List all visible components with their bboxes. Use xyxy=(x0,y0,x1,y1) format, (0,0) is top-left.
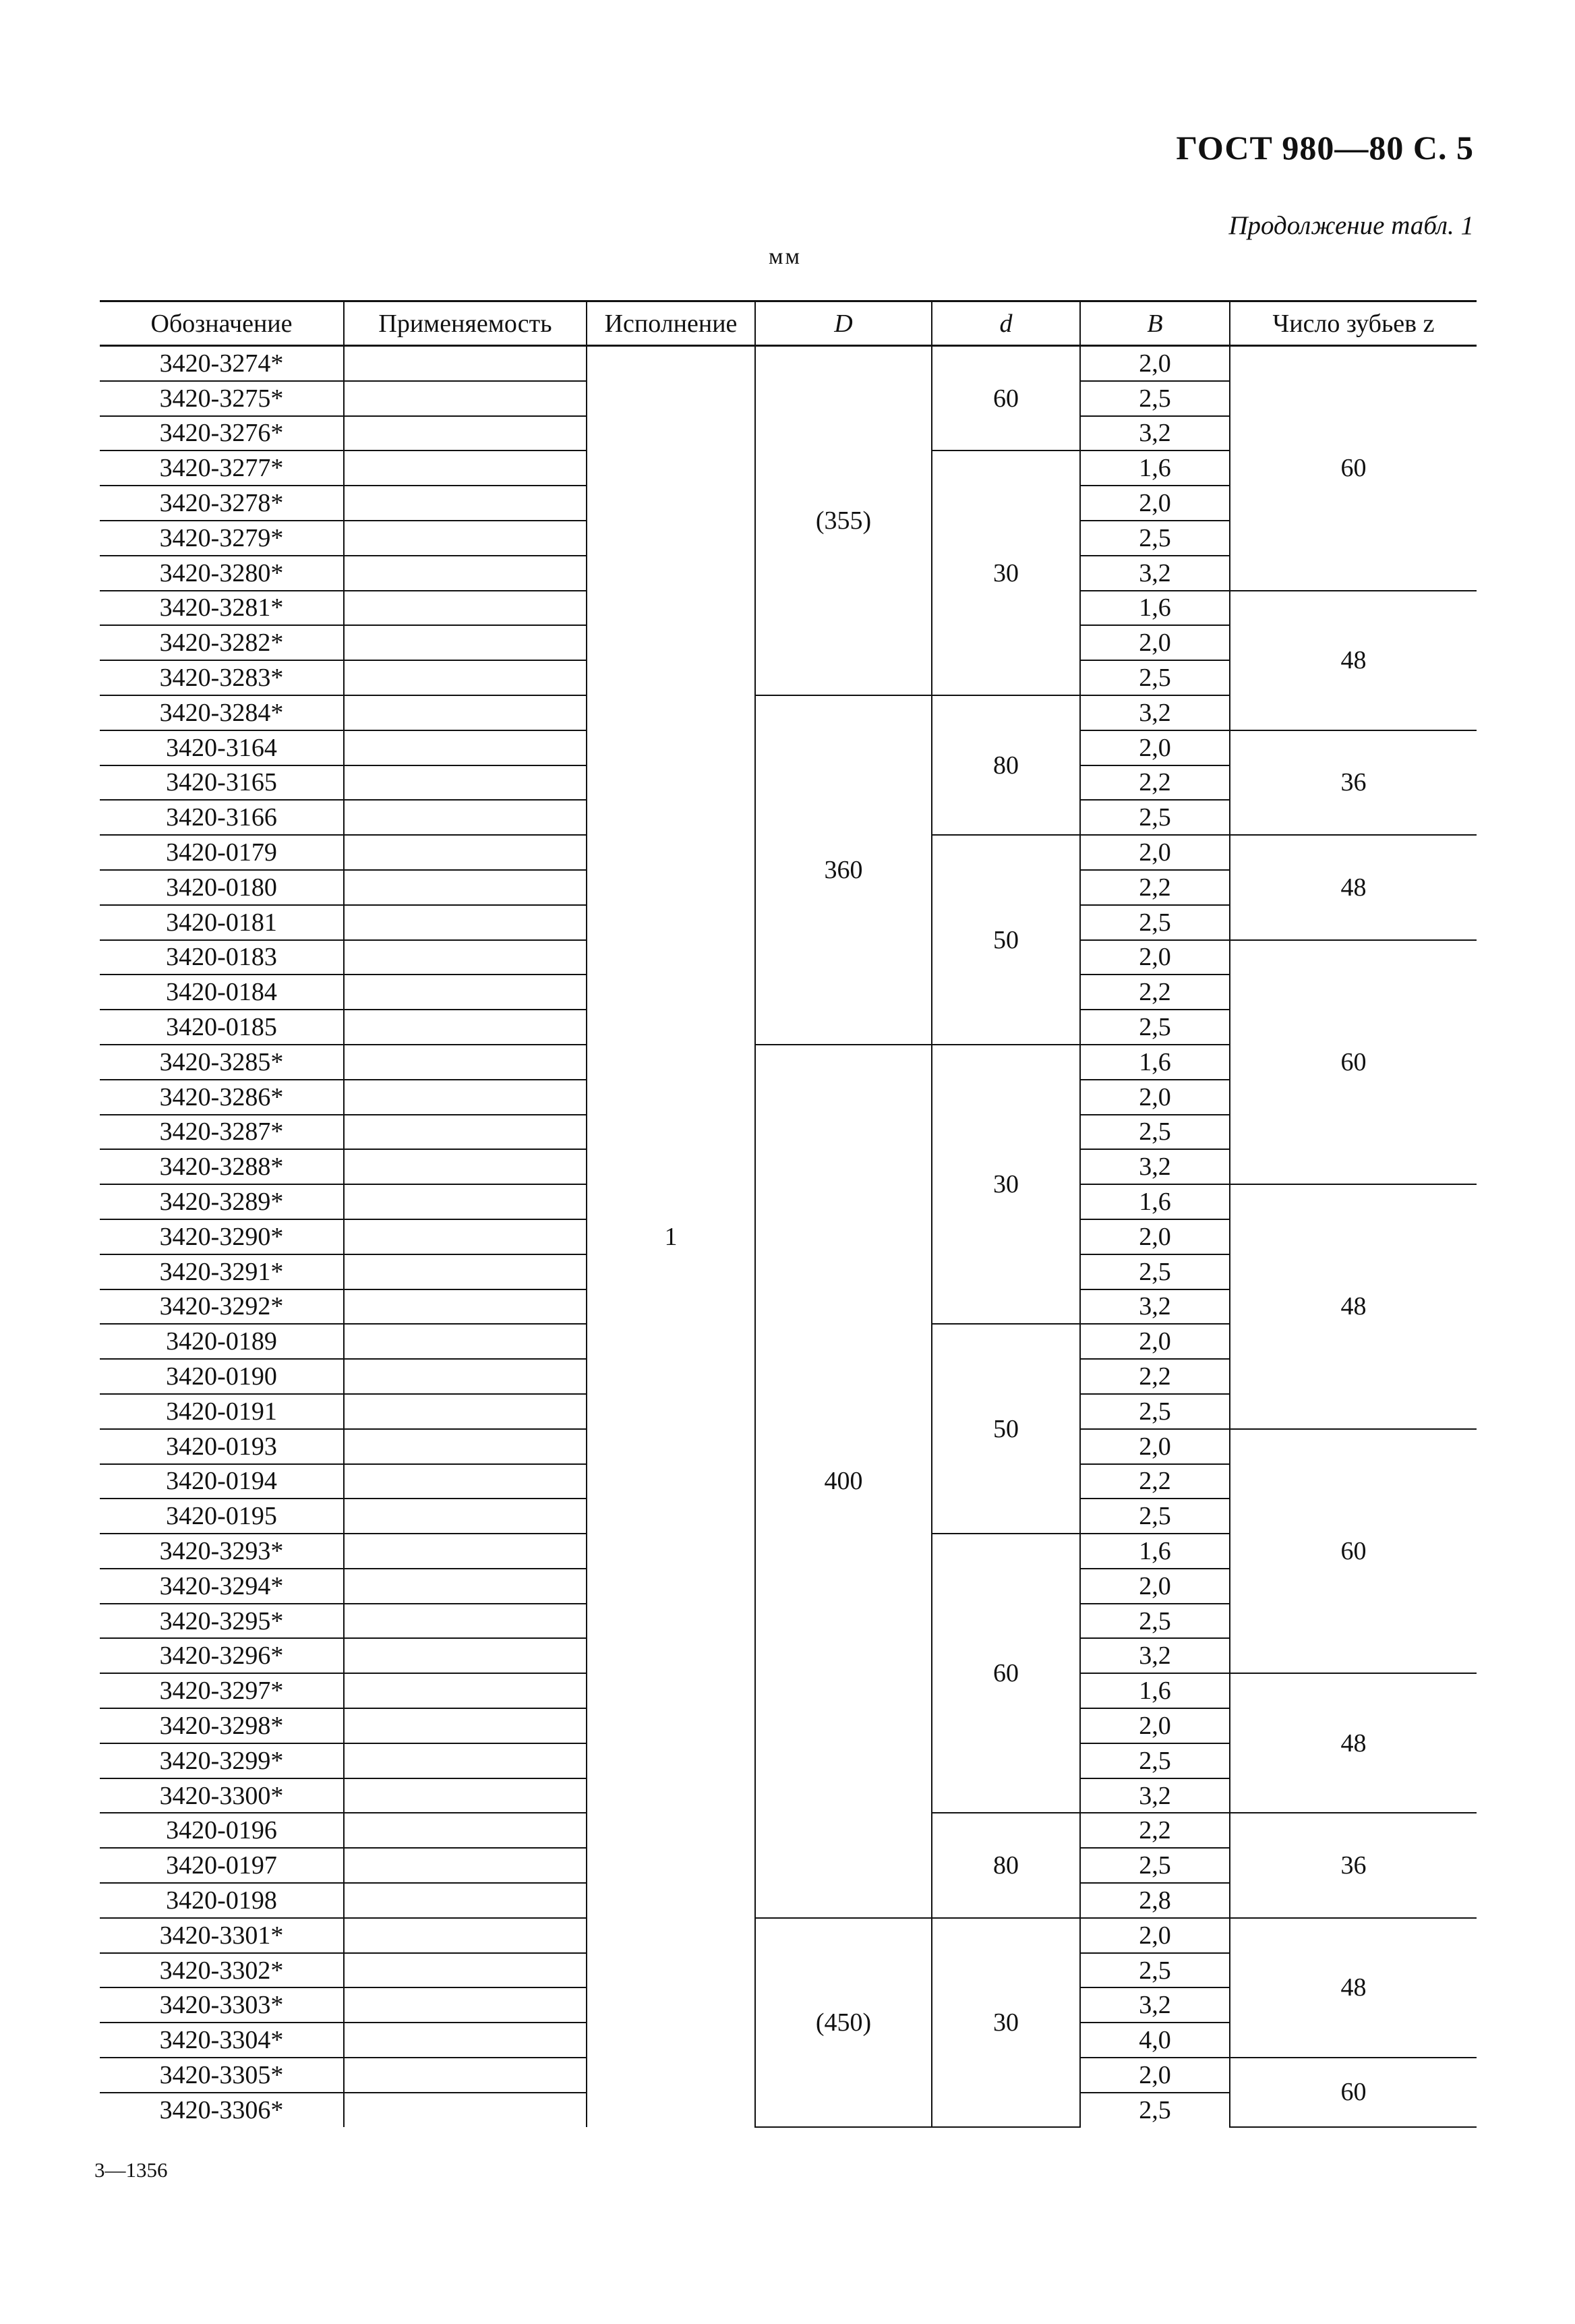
applicability-cell xyxy=(344,381,587,416)
designation-cell: 3420-3285* xyxy=(100,1045,344,1080)
width-cell: 2,0 xyxy=(1080,1918,1230,1953)
applicability-cell xyxy=(344,1918,587,1953)
applicability-cell xyxy=(344,1289,587,1325)
designation-cell: 3420-3301* xyxy=(100,1918,344,1953)
bore-diameter-cell: 30 xyxy=(932,1918,1080,2127)
width-cell: 2,0 xyxy=(1080,1708,1230,1743)
width-cell: 2,5 xyxy=(1080,1499,1230,1534)
width-cell: 1,6 xyxy=(1080,1184,1230,1219)
applicability-cell xyxy=(344,1534,587,1569)
header-applicability: Применяемость xyxy=(344,301,587,346)
designation-cell: 3420-3281* xyxy=(100,591,344,626)
designation-cell: 3420-3300* xyxy=(100,1778,344,1813)
applicability-cell xyxy=(344,1219,587,1254)
bore-diameter-cell: 50 xyxy=(932,835,1080,1045)
header-bore-diameter: d xyxy=(932,301,1080,346)
teeth-count-cell: 60 xyxy=(1230,1429,1477,1674)
width-cell: 2,5 xyxy=(1080,1953,1230,1988)
applicability-cell xyxy=(344,835,587,870)
width-cell: 2,0 xyxy=(1080,486,1230,521)
teeth-count-cell: 36 xyxy=(1230,730,1477,835)
bore-diameter-cell: 60 xyxy=(932,346,1080,451)
footer-code: 3—1356 xyxy=(94,2158,168,2182)
teeth-count-cell: 48 xyxy=(1230,1673,1477,1813)
designation-cell: 3420-3289* xyxy=(100,1184,344,1219)
applicability-cell xyxy=(344,1883,587,1918)
applicability-cell xyxy=(344,765,587,801)
designation-cell: 3420-0198 xyxy=(100,1883,344,1918)
width-cell: 2,0 xyxy=(1080,2058,1230,2093)
width-cell: 1,6 xyxy=(1080,591,1230,626)
applicability-cell xyxy=(344,1010,587,1045)
designation-cell: 3420-3278* xyxy=(100,486,344,521)
bore-diameter-cell: 60 xyxy=(932,1534,1080,1813)
designation-cell: 3420-0179 xyxy=(100,835,344,870)
applicability-cell xyxy=(344,486,587,521)
applicability-cell xyxy=(344,625,587,660)
width-cell: 2,0 xyxy=(1080,1324,1230,1359)
applicability-cell xyxy=(344,870,587,905)
designation-cell: 3420-3299* xyxy=(100,1743,344,1778)
teeth-count-cell: 48 xyxy=(1230,1184,1477,1429)
version-cell: 1 xyxy=(587,346,755,2127)
width-cell: 3,2 xyxy=(1080,695,1230,730)
width-cell: 2,2 xyxy=(1080,870,1230,905)
designation-cell: 3420-3290* xyxy=(100,1219,344,1254)
designation-cell: 3420-3303* xyxy=(100,1987,344,2023)
teeth-count-cell: 48 xyxy=(1230,835,1477,939)
width-cell: 2,2 xyxy=(1080,765,1230,801)
applicability-cell xyxy=(344,1569,587,1604)
width-cell: 2,0 xyxy=(1080,625,1230,660)
applicability-cell xyxy=(344,940,587,975)
width-cell: 2,5 xyxy=(1080,1254,1230,1289)
designation-cell: 3420-3283* xyxy=(100,660,344,695)
applicability-cell xyxy=(344,1987,587,2023)
designation-cell: 3420-3306* xyxy=(159,2095,284,2124)
designation-cell: 3420-3294* xyxy=(100,1569,344,1604)
designation-cell: 3420-3164 xyxy=(100,730,344,765)
applicability-cell xyxy=(344,695,587,730)
applicability-cell xyxy=(344,1184,587,1219)
applicability-cell xyxy=(344,346,587,381)
teeth-count-cell: 60 xyxy=(1230,940,1477,1185)
header-teeth-count: Число зубьев z xyxy=(1230,301,1477,346)
width-cell: 3,2 xyxy=(1080,1987,1230,2023)
applicability-cell xyxy=(344,1813,587,1848)
width-cell: 2,5 xyxy=(1080,800,1230,835)
header-designation: Обозначение xyxy=(100,301,344,346)
width-cell: 2,0 xyxy=(1080,346,1230,381)
teeth-count-cell: 48 xyxy=(1230,1918,1477,2058)
width-cell: 2,0 xyxy=(1080,1429,1230,1464)
applicability-cell xyxy=(344,2093,587,2127)
applicability-cell xyxy=(344,1848,587,1883)
width-cell: 2,5 xyxy=(1080,1743,1230,1778)
width-cell: 2,5 xyxy=(1080,521,1230,556)
page-header: ГОСТ 980—80 С. 5 xyxy=(1176,129,1474,167)
applicability-cell xyxy=(344,1394,587,1429)
applicability-cell xyxy=(344,1080,587,1115)
applicability-cell xyxy=(344,1359,587,1394)
designation-cell: 3420-3284* xyxy=(100,695,344,730)
table-body xyxy=(100,346,1477,2127)
applicability-cell xyxy=(344,1324,587,1359)
table-header-row xyxy=(100,301,1477,346)
designation-cell: 3420-3298* xyxy=(100,1708,344,1743)
designation-cell: 3420-0190 xyxy=(100,1359,344,1394)
designation-cell: 3420-0184 xyxy=(100,975,344,1010)
applicability-cell xyxy=(344,1149,587,1184)
designation-cell: 3420-3288* xyxy=(100,1149,344,1184)
designation-cell: 3420-3165 xyxy=(100,765,344,801)
designation-cell: 3420-0183 xyxy=(100,940,344,975)
width-cell: 2,0 xyxy=(1080,940,1230,975)
designation-cell: 3420-0185 xyxy=(100,1010,344,1045)
width-cell: 3,2 xyxy=(1080,1289,1230,1325)
width-cell: 2,5 xyxy=(1080,1394,1230,1429)
specification-table xyxy=(100,300,1477,2128)
applicability-cell xyxy=(344,1743,587,1778)
designation-cell: 3420-3282* xyxy=(100,625,344,660)
width-cell: 1,6 xyxy=(1080,1045,1230,1080)
width-cell: 2,2 xyxy=(1080,1464,1230,1499)
designation-cell: 3420-3280* xyxy=(100,556,344,591)
width-cell: 3,2 xyxy=(1080,556,1230,591)
applicability-cell xyxy=(344,2058,587,2093)
applicability-cell xyxy=(344,1673,587,1708)
designation-cell: 3420-3286* xyxy=(100,1080,344,1115)
designation-cell: 3420-3304* xyxy=(100,2023,344,2058)
width-cell: 3,2 xyxy=(1080,416,1230,451)
applicability-cell xyxy=(344,1778,587,1813)
applicability-cell xyxy=(344,905,587,940)
header-version: Исполнение xyxy=(587,301,755,346)
outer-diameter-cell: 400 xyxy=(755,1045,932,1918)
designation-cell: 3420-3305* xyxy=(100,2058,344,2093)
designation-cell: 3420-3277* xyxy=(100,451,344,486)
width-cell: 2,0 xyxy=(1080,730,1230,765)
bore-diameter-cell: 50 xyxy=(932,1324,1080,1534)
header-width: B xyxy=(1080,301,1230,346)
designation-cell: 3420-0195 xyxy=(100,1499,344,1534)
applicability-cell xyxy=(344,975,587,1010)
designation-cell: 3420-3293* xyxy=(100,1534,344,1569)
applicability-cell xyxy=(344,1115,587,1150)
width-cell: 2,5 xyxy=(1080,905,1230,940)
designation-cell: 3420-0197 xyxy=(100,1848,344,1883)
width-cell: 1,6 xyxy=(1080,1673,1230,1708)
width-cell: 1,6 xyxy=(1080,1534,1230,1569)
width-cell: 4,0 xyxy=(1080,2023,1230,2058)
applicability-cell xyxy=(344,1953,587,1988)
bore-diameter-cell: 30 xyxy=(932,451,1080,695)
width-cell: 2,0 xyxy=(1080,1219,1230,1254)
designation-cell: 3420-3166 xyxy=(100,800,344,835)
width-cell: 3,2 xyxy=(1080,1778,1230,1813)
width-cell: 2,5 xyxy=(1080,1115,1230,1150)
applicability-cell xyxy=(344,451,587,486)
width-cell: 2,5 xyxy=(1080,2093,1230,2127)
width-cell: 2,5 xyxy=(1080,1604,1230,1639)
applicability-cell xyxy=(344,660,587,695)
applicability-cell xyxy=(344,1045,587,1080)
applicability-cell xyxy=(344,730,587,765)
width-cell: 2,5 xyxy=(1080,381,1230,416)
applicability-cell xyxy=(344,1708,587,1743)
designation-cell: 3420-3297* xyxy=(100,1673,344,1708)
designation-cell: 3420-3302* xyxy=(100,1953,344,1988)
width-cell: 2,0 xyxy=(1080,835,1230,870)
bore-diameter-cell: 80 xyxy=(932,695,1080,835)
designation-cell: 3420-3296* xyxy=(100,1638,344,1673)
width-cell: 2,2 xyxy=(1080,1359,1230,1394)
designation-cell: 3420-3279* xyxy=(100,521,344,556)
bore-diameter-cell: 80 xyxy=(932,1813,1080,1917)
designation-cell: 3420-3274* xyxy=(100,346,344,381)
applicability-cell xyxy=(344,1464,587,1499)
width-cell: 2,0 xyxy=(1080,1569,1230,1604)
width-cell: 1,6 xyxy=(1080,451,1230,486)
designation-cell: 3420-3275* xyxy=(100,381,344,416)
applicability-cell xyxy=(344,1638,587,1673)
outer-diameter-cell: (355) xyxy=(755,346,932,695)
applicability-cell xyxy=(344,2023,587,2058)
teeth-count-cell: 48 xyxy=(1230,591,1477,730)
designation-cell: 3420-3276* xyxy=(100,416,344,451)
teeth-count-cell: 36 xyxy=(1230,1813,1477,1917)
designation-cell: 3420-0194 xyxy=(100,1464,344,1499)
applicability-cell xyxy=(344,521,587,556)
designation-cell: 3420-3292* xyxy=(100,1289,344,1325)
applicability-cell xyxy=(344,1499,587,1534)
width-cell: 2,2 xyxy=(1080,1813,1230,1848)
designation-cell: 3420-0180 xyxy=(100,870,344,905)
designation-cell: 3420-0181 xyxy=(100,905,344,940)
applicability-cell xyxy=(344,800,587,835)
width-cell: 2,0 xyxy=(1080,1080,1230,1115)
teeth-count-cell: 60 xyxy=(1230,2058,1477,2127)
designation-cell: 3420-0191 xyxy=(100,1394,344,1429)
table-row xyxy=(100,1918,1477,1953)
designation-cell: 3420-0196 xyxy=(100,1813,344,1848)
outer-diameter-cell: 360 xyxy=(755,695,932,1045)
applicability-cell xyxy=(344,556,587,591)
width-cell: 2,5 xyxy=(1080,1848,1230,1883)
width-cell: 2,5 xyxy=(1080,660,1230,695)
designation-cell: 3420-3287* xyxy=(100,1115,344,1150)
designation-cell: 3420-0189 xyxy=(100,1324,344,1359)
applicability-cell xyxy=(344,416,587,451)
designation-cell: 3420-0193 xyxy=(100,1429,344,1464)
table-row xyxy=(100,346,1477,381)
table-continuation-label: Продолжение табл. 1 xyxy=(1228,211,1474,240)
applicability-cell xyxy=(344,1604,587,1639)
outer-diameter-cell: (450) xyxy=(755,1918,932,2127)
teeth-count-cell: 60 xyxy=(1230,346,1477,591)
applicability-cell xyxy=(344,1429,587,1464)
width-cell: 2,5 xyxy=(1080,1010,1230,1045)
unit-label: мм xyxy=(769,244,802,269)
width-cell: 3,2 xyxy=(1080,1638,1230,1673)
header-outer-diameter: D xyxy=(755,301,932,346)
applicability-cell xyxy=(344,1254,587,1289)
applicability-cell xyxy=(344,591,587,626)
width-cell: 2,2 xyxy=(1080,975,1230,1010)
bore-diameter-cell: 30 xyxy=(932,1045,1080,1324)
designation-cell: 3420-3295* xyxy=(100,1604,344,1639)
width-cell: 2,8 xyxy=(1080,1883,1230,1918)
designation-cell: 3420-3291* xyxy=(100,1254,344,1289)
width-cell: 3,2 xyxy=(1080,1149,1230,1184)
